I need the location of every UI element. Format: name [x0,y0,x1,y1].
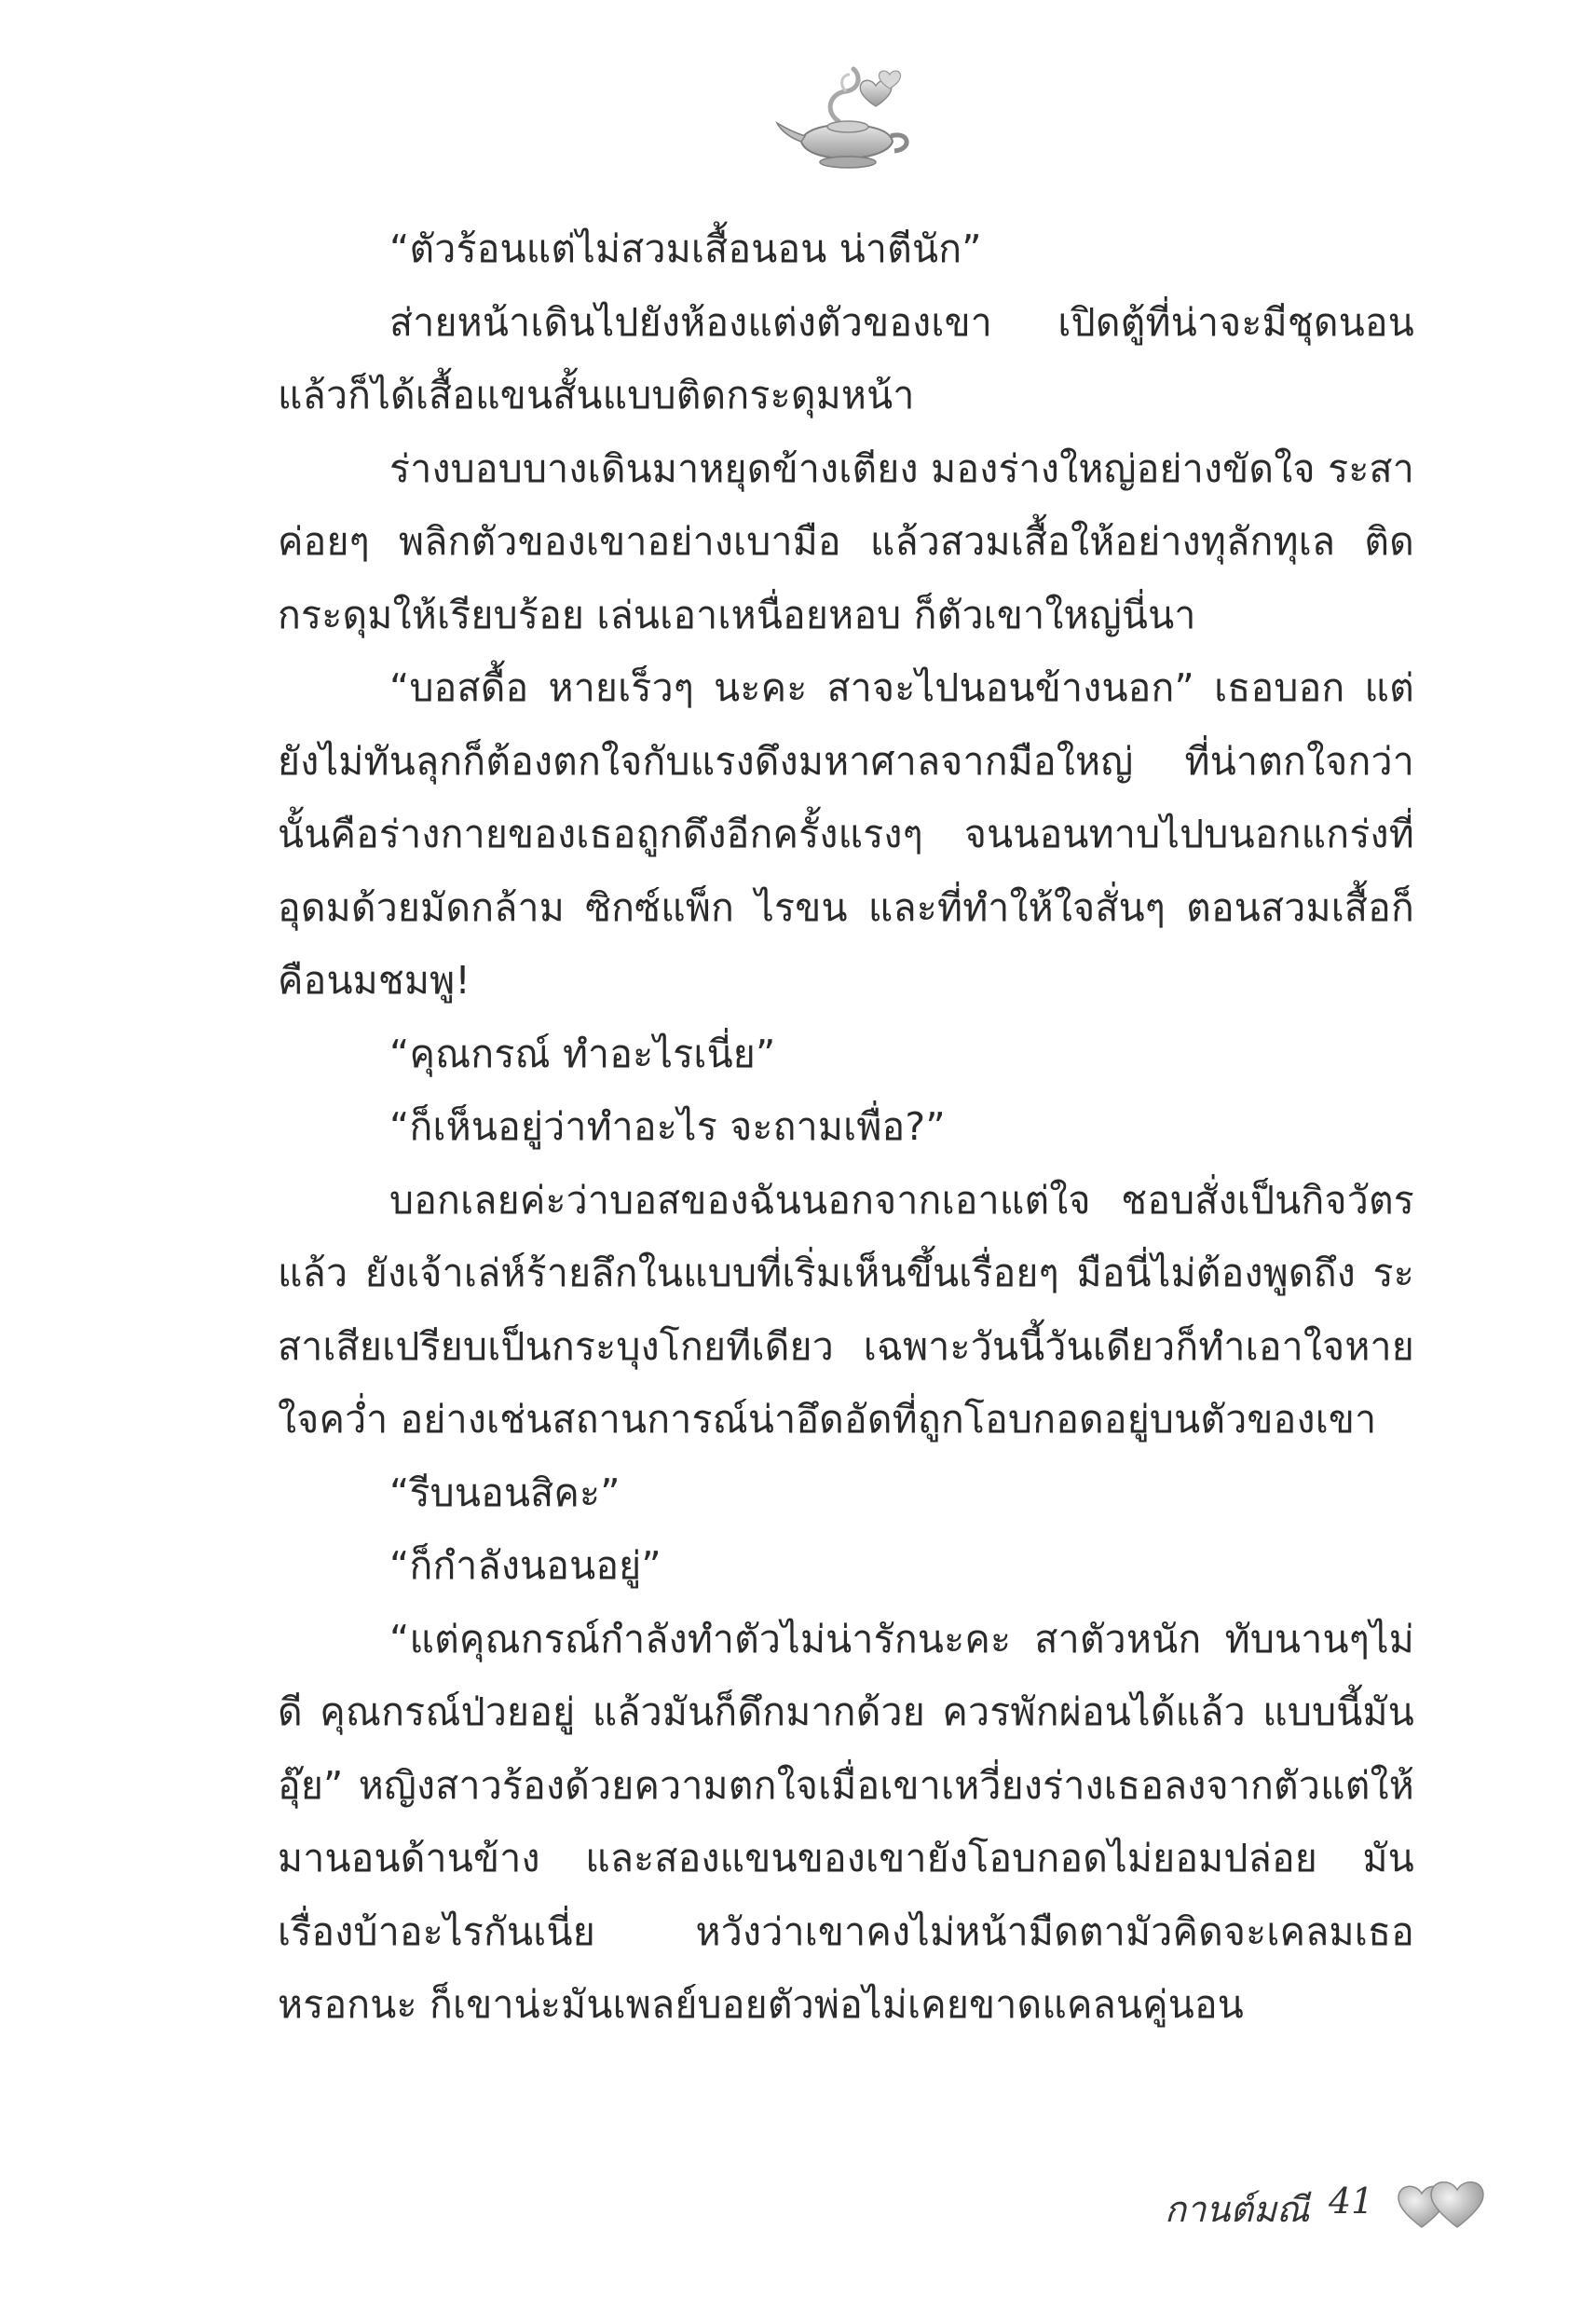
paragraph: ส่ายหน้าเดินไปยังห้องแต่งตัวของเขา เปิดตู้ที่น่าจะมีชุดนอน แล้วก็ได้เสื้อแขนสั้นแบบติดกระดุมหน้า [278,299,1414,417]
paragraph: บอกเลยค่ะว่าบอสของฉันนอกจากเอาแต่ใจ ชอบสั่งเป็นกิจวัตรแล้ว ยังเจ้าเล่ห์ร้ายลึกในแบบที่เริ่มเห็นขึ้นเรื่อยๆ มือนี่ไม่ต้องพูดถึง ระสาเสียเปรียบเป็นกระบุงโกยทีเดียว เฉพาะวันนี้วันเดียวก็ทำเอาใจหายใจคว่ำ อย่างเช่นสถานการณ์น่าอึดอัดที่ถูกโอบกอดอยู่บนตัวของเขา [278,1177,1414,1442]
paragraph: “รีบนอนสิคะ” [389,1470,621,1515]
paragraph: “ก็กำลังนอนอยู่” [389,1543,662,1588]
genie-lamp-with-hearts-icon [773,56,922,177]
two-hearts-icon [1390,2173,1493,2238]
paragraph: “ก็เห็นอยู่ว่าทำอะไร จะถามเพื่อ?” [389,1104,946,1149]
paragraph: “บอสดื้อ หายเร็วๆ นะคะ สาจะไปนอนข้างนอก” เธอบอก แต่ยังไม่ทันลุกก็ต้องตกใจกับแรงดึงมหาศาลจากมือใหญ่ ที่น่าตกใจกว่านั้นคือร่างกายของเธอถูกดึงอีกครั้งแรงๆ จนนอนทาบไปบนอกแกร่งที่อุดมด้วยมัดกล้าม ซิกซ์แพ็ก ไรขน และที่ทำให้ใจสั่นๆ ตอนสวมเสื้อก็คือนมชมพู! [278,665,1414,1003]
page-number: 41 [1329,2181,1374,2222]
body-text [278,212,1414,2042]
paragraph: “ตัวร้อนแต่ไม่สวมเสื้อนอน น่าตีนัก” [389,226,982,271]
paragraph: “แต่คุณกรณ์กำลังทำตัวไม่น่ารักนะคะ สาตัวหนัก ทับนานๆไม่ดี คุณกรณ์ป่วยอยู่ แล้วมันก็ดึกมากด้วย ควรพักผ่อนได้แล้ว แบบนี้มัน อุ๊ย” หญิงสาวร้องด้วยความตกใจเมื่อเขาเหวี่ยงร่างเธอลงจากตัวแต่ให้มานอนด้านข้าง และสองแขนของเขายังโอบกอดไม่ยอมปล่อย มันเรื่องบ้าอะไรกันเนี่ย หวังว่าเขาคงไม่หน้ามืดตามัวคิดจะเคลมเธอหรอกนะ ก็เขาน่ะมันเพลย์บอยตัวพ่อไม่เคยขาดแคลนคู่นอน [278,1616,1414,2027]
paragraph: “คุณกรณ์ ทำอะไรเนี่ย” [389,1031,776,1076]
book-title: กานต์มณี [1165,2189,1310,2230]
page-footer [1146,2173,1519,2248]
paragraph: ร่างบอบบางเดินมาหยุดข้างเตียง มองร่างใหญ่อย่างขัดใจ ระสาค่อยๆ พลิกตัวของเขาอย่างเบามือ แล้วสวมเสื้อให้อย่างทุลักทุเล ติดกระดุมให้เรียบร้อย เล่นเอาเหนื่อยหอบ ก็ตัวเขาใหญ่นี่นา [278,445,1414,637]
